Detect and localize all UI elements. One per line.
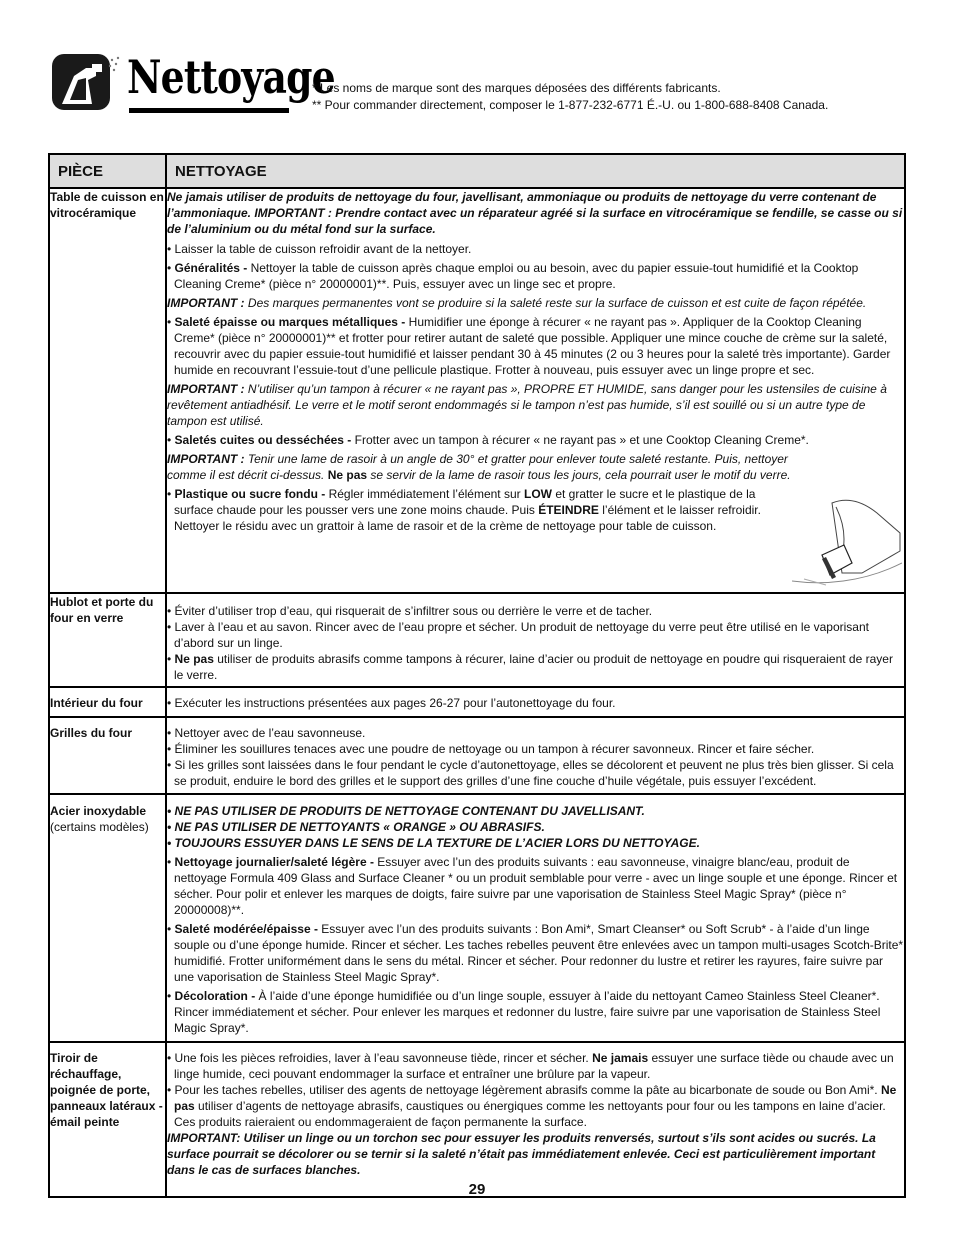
important-note: IMPORTANT : Des marques permanentes vont se produire si la saleté reste sur la surface de cuisson et est cuite de façon répétée. xyxy=(167,296,867,310)
cleaning-instructions xyxy=(166,593,905,687)
part-name: Table de cuisson en vitrocéramique xyxy=(49,188,166,593)
cleaning-instructions xyxy=(166,717,905,794)
part-name: Intérieur du four xyxy=(49,687,166,717)
important-note: IMPORTANT: Utiliser un linge ou un torchon sec pour essuyer les produits renversés, surtout s’ils sont acides ou sucrés. La surface pourrait se décolorer ou se ternir si la saleté n’était pas immédiatement enlevée. Ceci est particulièrement important dans le cas de surfaces blanches. xyxy=(167,1131,876,1177)
order-note: ** Pour commander directement, composer le 1-877-232-6771 É.-U. ou 1-800-688-8408 Canada. xyxy=(312,98,829,112)
trademark-note: * Les noms de marque sont des marques déposées des différents fabricants. xyxy=(312,81,721,95)
list-item: • Éliminer les souillures tenaces avec une poudre de nettoyage ou un tampon à récurer savonneux. Rincer et faire sécher. xyxy=(167,742,815,756)
list-item: • Nettoyer avec de l’eau savonneuse. xyxy=(167,726,366,740)
list-item: • Laisser la table de cuisson refroidir avant de la nettoyer. xyxy=(167,242,472,256)
table-row xyxy=(49,188,905,593)
list-item: • Une fois les pièces refroidies, laver à l’eau savonneuse tiède, rincer et sécher. Ne jamais essuyer une surface tiède ou chaude avec un linge humide, ceci pouvant endommager la surface et entraîner une brûlure par la vapeur. xyxy=(167,1051,894,1081)
warning-item: • TOUJOURS ESSUYER DANS LE SENS DE LA TEXTURE DE L’ACIER LORS DU NETTOYAGE. xyxy=(167,836,700,850)
list-item: • Saletés cuites ou desséchées - Frotter avec un tampon à récurer « ne rayant pas » et une Cooktop Cleaning Creme*. xyxy=(167,433,809,447)
spray-bottle-icon xyxy=(52,54,110,110)
list-item: • Pour les taches rebelles, utiliser des agents de nettoyage légèrement abrasifs comme la pâte au bicarbonate de soude ou Bon Ami*. Ne pas utiliser d’agents de nettoyage abrasifs, caustiques ou énergiques comme les nettoyants pour four ou les tampons en laine d’acier. Ces produits raieraient ou endommageraient de façon permanente la surface. xyxy=(167,1083,897,1129)
razor-scraper-illustration xyxy=(792,493,902,588)
page-header xyxy=(52,50,902,120)
list-item: • Saleté épaisse ou marques métalliques - Humidifier une éponge à récurer « ne rayant pas ». Appliquer de la Cooktop Cleaning Creme* (pièce n° 20000001)** et frotter pour retirer autant de saleté que possible. Appliquer une mince couche de crème sur la saleté, recouvrir avec du papier essuie-tout humidifié et laisser pendant 30 à 45 minutes (2 ou 3 heures pour la saleté très importante). Garder humide en recouvrant l’essuie-tout d’une pellicule plastique. Frotter à nouveau, puis essuyer avec un linge propre et sec. xyxy=(167,315,891,377)
title-underline xyxy=(129,108,289,113)
warning-item: • NE PAS UTILISER DE NETTOYANTS « ORANGE » OU ABRASIFS. xyxy=(167,820,545,834)
important-note: IMPORTANT : Tenir une lame de rasoir à un angle de 30° et gratter pour enlever toute saleté restante. Puis, nettoyer comme il est décrit ci-dessus. Ne pas se servir de la lame de rasoir tous les jours, cela pourrait user le motif du verre. xyxy=(167,452,791,482)
column-header-cleaning: NETTOYAGE xyxy=(166,154,905,188)
list-item: • Ne pas utiliser de produits abrasifs comme tampons à récurer, laine d’acier ou produit de nettoyage en poudre qui risqueraient de rayer le verre. xyxy=(167,652,893,682)
list-item: • Généralités - Nettoyer la table de cuisson après chaque emploi ou au besoin, avec du papier essuie-tout humidifié et la Cooktop Cleaning Creme* (pièce n° 20000001)**. Puis, essuyer avec un linge sec et propre. xyxy=(167,261,859,291)
warning-text: Ne jamais utiliser de produits de nettoyage du four, javellisant, ammoniaque ou produits de nettoyage du verre contenant de l’ammoniaque. IMPORTANT : Prendre contact avec un réparateur agréé si la surface en vitrocéramique se fendille, se casse ou si de l’aluminium ou du métal fond sur la surface. xyxy=(167,190,903,236)
list-item: • Exécuter les instructions présentées aux pages 26-27 pour l’autonettoyage du four. xyxy=(167,696,616,710)
page-number: 29 xyxy=(468,1181,486,1198)
cleaning-instructions xyxy=(166,687,905,717)
cleaning-instructions xyxy=(166,188,905,593)
list-item: • Nettoyage journalier/saleté légère - Essuyer avec l’un des produits suivants : eau savonneuse, vinaigre blanc/eau, produit de nettoyage Formula 409 Glass and Surface Cleaner * ou un produit semblable pour verre - avec un linge souple et une éponge. Rincer et sécher. Pour polir et enlever les marques de doigts, faire suivre par une vaporisation de Stainless Steel Magic Spray* (pièce n° 20000008)**. xyxy=(167,855,898,917)
table-row xyxy=(49,593,905,687)
part-name: Grilles du four xyxy=(49,717,166,794)
table-row xyxy=(49,717,905,794)
list-item: • Éviter d’utiliser trop d’eau, qui risquerait de s’infiltrer sous ou derrière le verre et de tacher. xyxy=(167,604,653,618)
list-item: • Saleté modérée/épaisse - Essuyer avec l’un des produits suivants : Bon Ami*, Smart Cleanser* ou Soft Scrub* - à l’aide d’un linge souple ou d’une éponge humide. Rincer et sécher. Les taches rebelles peuvent être enlevées avec un tampon multi-usages Scotch-Brite* humidifié. Frotter uniformément dans le sens du métal. Rincer et sécher. Pour redonner du lustre et retirer les rayures, faire suivre par une vaporisation de Stainless Steel Magic Spray*. xyxy=(167,922,904,984)
cleaning-instructions xyxy=(166,1042,905,1197)
table-row xyxy=(49,794,905,1042)
cleaning-instructions xyxy=(166,794,905,1042)
part-name: Acier inoxydable (certains modèles) xyxy=(49,794,166,1042)
part-name: Tiroir de réchauffage, poignée de porte, panneaux latéraux - émail peinte xyxy=(49,1042,166,1197)
cleaning-table xyxy=(48,153,906,1198)
footnotes xyxy=(312,80,828,114)
table-row xyxy=(49,687,905,717)
column-header-part: PIÈCE xyxy=(49,154,166,188)
table-row xyxy=(49,1042,905,1197)
list-item: • Décoloration - À l’aide d’une éponge humidifiée ou d’un linge souple, essuyer à l’aide du nettoyant Cameo Stainless Steel Cleaner*. Rincer immédiatement et sécher. Pour enlever les marques et redonner du lustre, faire suivre par une vaporisation de Stainless Steel Magic Spray*. xyxy=(167,989,881,1035)
list-item: • Si les grilles sont laissées dans le four pendant le cycle d’autonettoyage, elles se décolorent et peuvent ne plus très bien glisser. Si cela se produit, enduire le bord des grilles et le support des grilles d’une fine couche d’huile végétale, puis essuyer l’excédent. xyxy=(167,758,894,788)
warning-item: • NE PAS UTILISER DE PRODUITS DE NETTOYAGE CONTENANT DU JAVELLISANT. xyxy=(167,804,645,818)
table-header-row xyxy=(49,154,905,188)
page-title: Nettoyage xyxy=(127,50,335,104)
list-item: • Laver à l’eau et au savon. Rincer avec de l’eau propre et sécher. Un produit de nettoyage du verre peut être utilisé en le vaporisant d’abord sur un linge. xyxy=(167,620,869,650)
important-note: IMPORTANT : N’utiliser qu’un tampon à récurer « ne rayant pas », PROPRE ET HUMIDE, sans danger pour les ustensiles de cuisine à revêtement antiadhésif. Le verre et le motif seront endommagés si le tampon n’est pas humide, s’il est souillé ou si un autre type de tampon est utilisé. xyxy=(167,382,887,428)
part-name: Hublot et porte du four en verre xyxy=(49,593,166,687)
list-item: • Plastique ou sucre fondu - Régler immédiatement l’élément sur LOW et gratter le sucre et le plastique de la surface chaude pour les pousser vers une zone moins chaude. Puis ÉTEINDRE l’élément et le laisser refroidir. Nettoyer le résidu avec un grattoir à lame de rasoir et de la crème de nettoyage pour table de cuisson. xyxy=(167,487,761,533)
